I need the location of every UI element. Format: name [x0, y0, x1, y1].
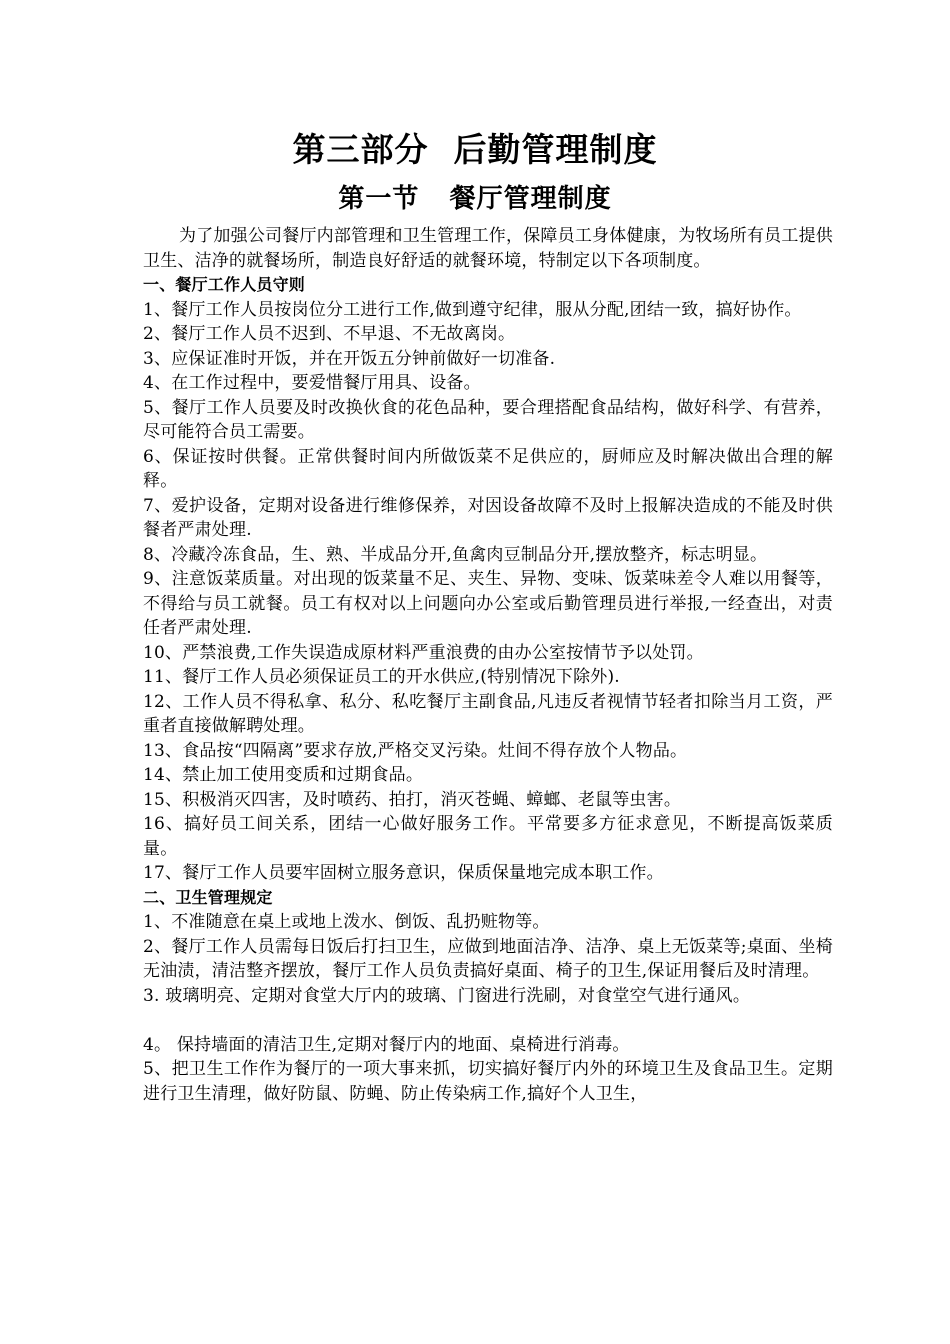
list-item: 5、把卫生工作作为餐厅的一项大事来抓，切实搞好餐厅内外的环境卫生及食品卫生。定期进行卫生清理，做好防鼠、防蝇、防止传染病工作,搞好个人卫生， [143, 1059, 833, 1104]
list-item: 1、餐厅工作人员按岗位分工进行工作,做到遵守纪律，服从分配,团结一致，搞好协作。 [143, 299, 802, 320]
intro-paragraph: 为了加强公司餐厅内部管理和卫生管理工作，保障员工身体健康，为牧场所有员工提供卫生、洁净的就餐场所，制造良好舒适的就餐环境，特制定以下各项制度。 [143, 226, 833, 271]
page-title: 第三部分 后勤管理制度 [292, 130, 658, 169]
part2-heading: 二、卫生管理规定 [143, 887, 273, 907]
list-item: 3. 玻璃明亮、定期对食堂大厅内的玻璃、门窗进行洗刷，对食堂空气进行通风。 [143, 985, 751, 1006]
list-item: 2、餐厅工作人员不迟到、不早退、不无故离岗。 [143, 324, 516, 344]
part1-list [143, 298, 833, 886]
list-item: 4、在工作过程中，要爱惜餐厅用具、设备。 [143, 373, 481, 393]
list-item: 1、不准随意在桌上或地上泼水、倒饭、乱扔赃物等。 [143, 912, 550, 932]
list-item: 10、严禁浪费,工作失误造成原材料严重浪费的由办公室按情节予以处罚。 [143, 642, 704, 663]
list-item: 4。 保持墙面的清洁卫生,定期对餐厅内的地面、桌椅进行消毒。 [143, 1034, 630, 1055]
section-title: 第一节 餐厅管理制度 [338, 184, 612, 214]
list-item: 8、冷藏冷冻食品，生、熟、半成品分开,鱼禽肉豆制品分开,摆放整齐，标志明显。 [143, 544, 768, 565]
list-item: 16、搞好员工间关系，团结一心做好服务工作。平常要多方征求意见，不断提高饭菜质量。 [143, 814, 833, 859]
document-body [143, 224, 833, 1106]
list-item: 3、应保证准时开饭，并在开饭五分钟前做好一切准备. [143, 348, 556, 369]
part1-heading: 一、餐厅工作人员守则 [143, 275, 306, 294]
list-item: 9、注意饭菜质量。对出现的饭菜量不足、夹生、异物、变味、饭菜味差令人难以用餐等，不得给与员工就餐。员工有权对以上问题向办公室或后勤管理员进行举报,一经查出，对责任者严肃处理. [143, 569, 833, 638]
list-item: 6、保证按时供餐。正常供餐时间内所做饭菜不足供应的，厨师应及时解决做出合理的解释。 [143, 446, 833, 491]
list-item: 5、餐厅工作人员要及时改换伙食的花色品种，要合理搭配食品结构，做好科学、有营养，尽可能符合员工需要。 [143, 397, 833, 442]
list-item: 7、爱护设备，定期对设备进行维修保养，对因设备故障不及时上报解决造成的不能及时供餐者严肃处理. [143, 495, 833, 540]
list-item: 17、餐厅工作人员要牢固树立服务意识，保质保量地完成本职工作。 [143, 863, 664, 883]
list-item: 14、禁止加工使用变质和过期食品。 [143, 765, 424, 785]
part2-list [143, 910, 833, 1106]
paragraph-gap [143, 1008, 833, 1033]
list-item: 11、餐厅工作人员必须保证员工的开水供应,(特别情况下除外). [143, 667, 620, 687]
list-item: 12、工作人员不得私拿、私分、私吃餐厅主副食品,凡违反者视情节轻者扣除当月工资，严重者直接做解聘处理。 [143, 691, 833, 736]
list-item: 15、积极消灭四害，及时喷药、拍打，消灭苍蝇、蟑螂、老鼠等虫害。 [143, 789, 682, 810]
list-item: 2、餐厅工作人员需每日饭后打扫卫生，应做到地面洁净、洁净、桌上无饭菜等;桌面、坐椅无油渍，清洁整齐摆放，餐厅工作人员负责搞好桌面、椅子的卫生,保证用餐后及时清理。 [143, 936, 833, 981]
list-item: 13、食品按“四隔离”要求存放,严格交叉污染。灶间不得存放个人物品。 [143, 740, 688, 761]
